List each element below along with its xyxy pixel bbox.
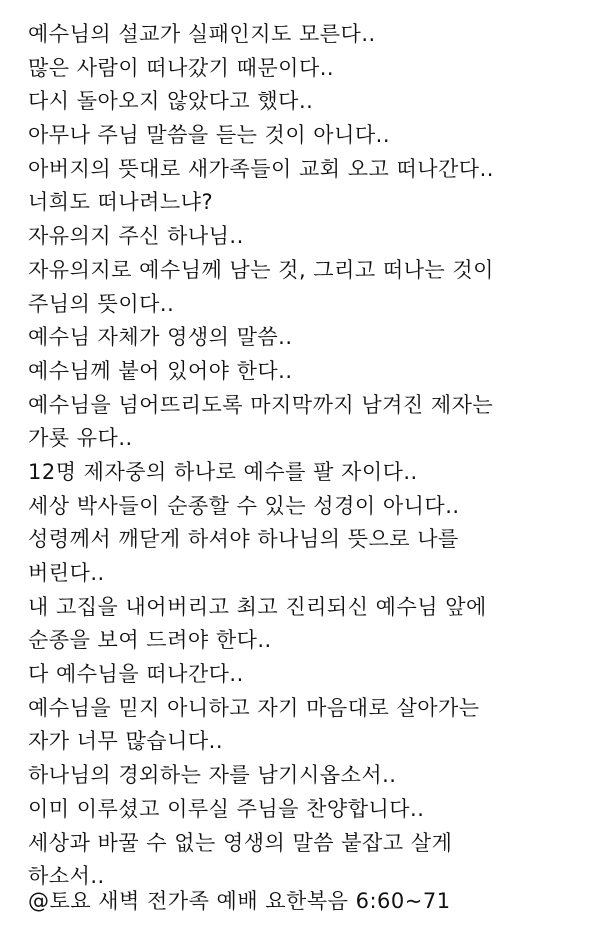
text-line: 버린다.. bbox=[28, 561, 105, 585]
text-line: 순종을 보여 드려야 한다.. bbox=[28, 628, 272, 653]
text-line: 하소서.. bbox=[28, 864, 105, 889]
text-line: 많은 사람이 떠나갔기 때문이다.. bbox=[28, 55, 335, 80]
text-line: 다시 돌아오지 않았다고 했다.. bbox=[28, 89, 314, 114]
text-line: 세상과 바꿀 수 없는 영생의 말씀 붙잡고 살게 bbox=[28, 830, 453, 855]
text-line: 예수님의 설교가 실패인지도 모른다.. bbox=[28, 22, 376, 46]
text-line: 성령께서 깨닫게 하셔야 하나님의 뜻으로 나를 bbox=[28, 527, 459, 552]
text-line: 세상 박사들이 순종할 수 있는 성경이 아니다.. bbox=[28, 493, 460, 518]
text-line: 예수님께 붙어 있어야 한다.. bbox=[28, 358, 293, 383]
text-line: 이미 이루셨고 이루실 주님을 찬양합니다.. bbox=[28, 796, 425, 821]
text-line: 예수님을 넘어뜨리도록 마지막까지 남겨진 제자는 bbox=[28, 392, 494, 417]
text-line: 예수님 자체가 영생의 말씀.. bbox=[28, 325, 293, 350]
text-line: 아버지의 뜻대로 새가족들이 교회 오고 떠나간다.. bbox=[28, 156, 494, 181]
text-line: 자가 너무 많습니다.. bbox=[28, 729, 223, 754]
text-line: 너희도 떠나려느냐? bbox=[28, 190, 214, 215]
text-line: 자유의지로 예수님께 남는 것, 그리고 떠나는 것이 bbox=[28, 257, 494, 282]
text-line: 다 예수님을 떠나간다.. bbox=[28, 662, 244, 687]
footer-caption: @토요 새벽 전가족 예배 요한복음 6:60~71 bbox=[28, 889, 451, 913]
text-line: 자유의지 주신 하나님.. bbox=[28, 224, 244, 249]
text-line: 아무나 주님 말씀을 듣는 것이 아니다.. bbox=[28, 123, 391, 148]
text-line: 예수님을 믿지 아니하고 자기 마음대로 살아가는 bbox=[28, 695, 480, 720]
text-line: 주님의 뜻이다.. bbox=[28, 291, 175, 316]
text-line: 12명 제자중의 하나로 예수를 팔 자이다.. bbox=[28, 459, 418, 484]
text-line: 하나님의 경외하는 자를 남기시옵소서.. bbox=[28, 763, 397, 788]
text-line: 가룟 유다.. bbox=[28, 426, 133, 451]
text-line: 내 고집을 내어버리고 최고 진리되신 예수님 앞에 bbox=[28, 594, 487, 619]
